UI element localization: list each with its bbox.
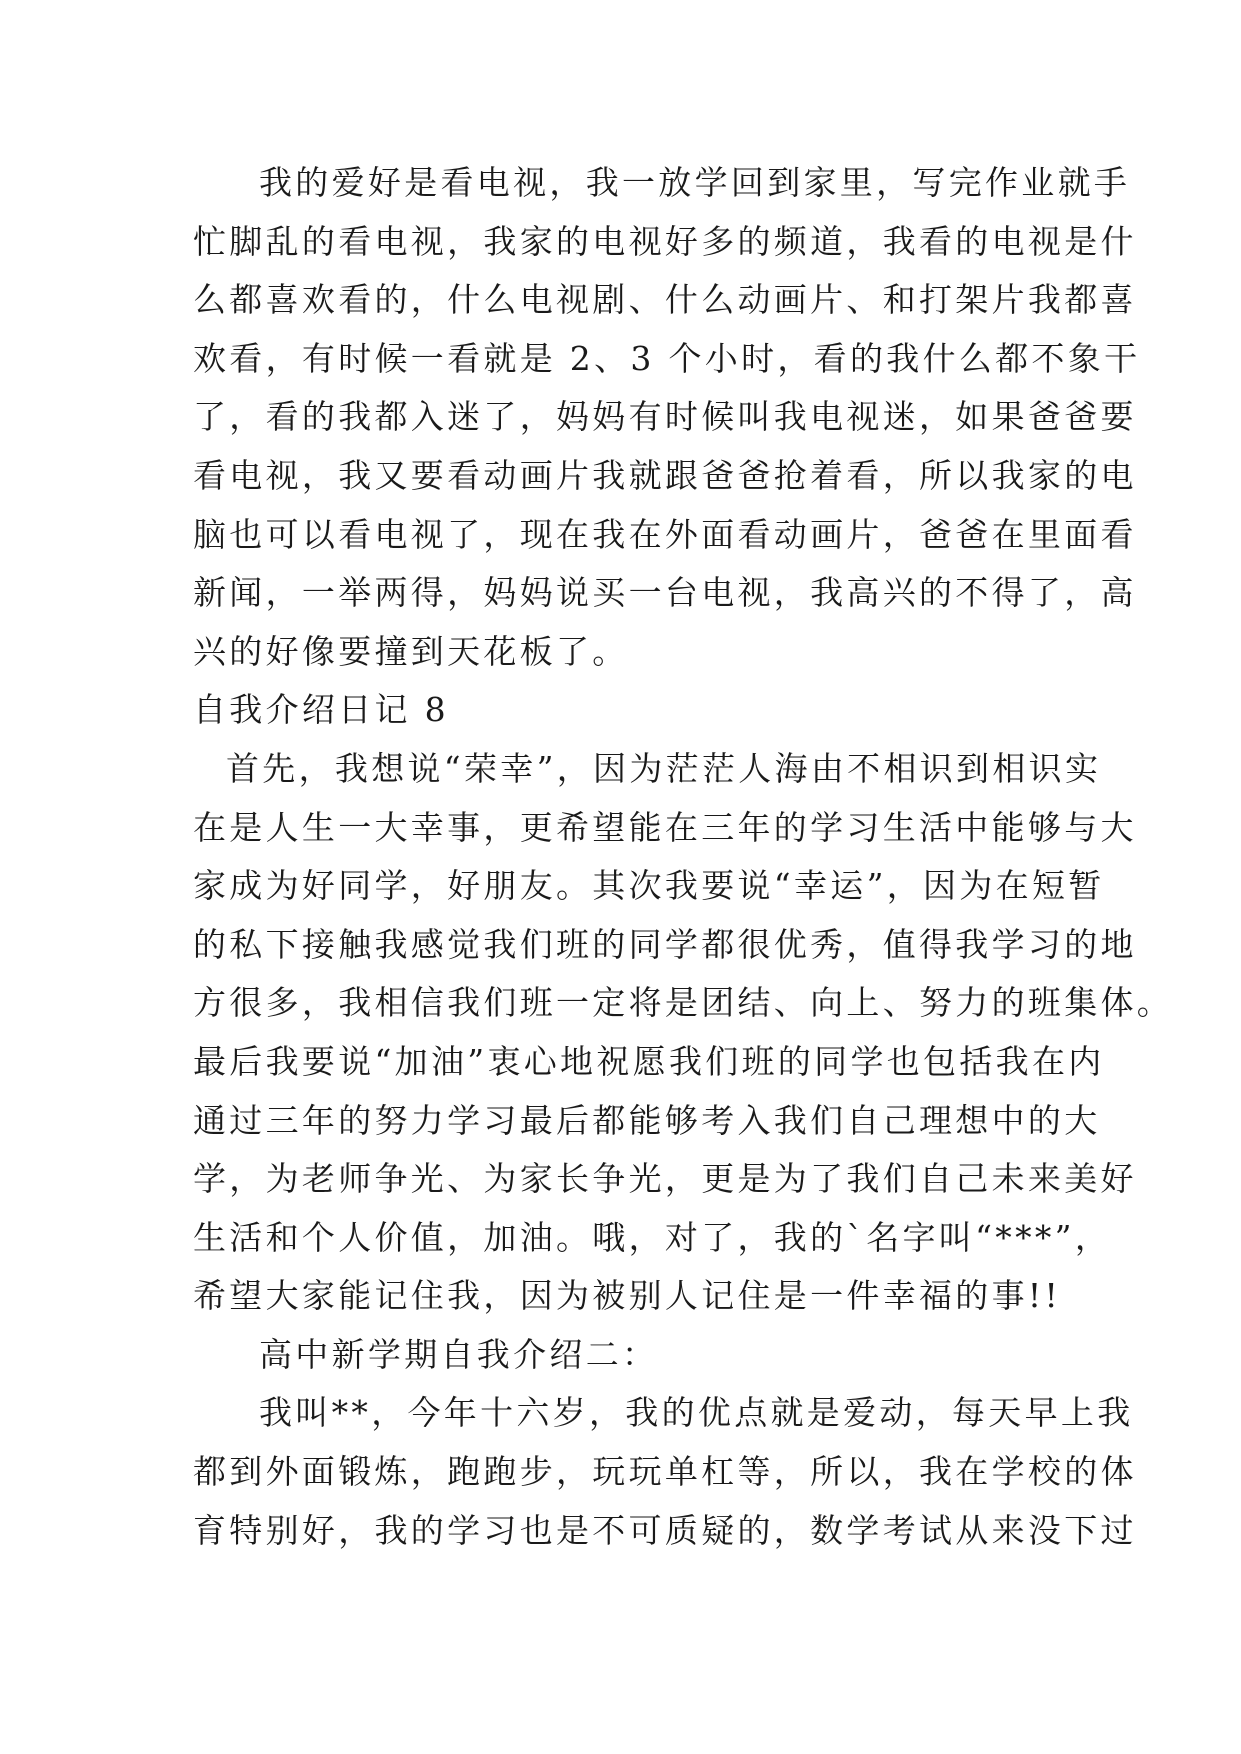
text-line: 生活和个人价值，加油。哦，对了，我的`名字叫“***”， [193,1217,1112,1257]
text-line: 看电视，我又要看动画片我就跟爸爸抢着看，所以我家的电 [193,455,1137,495]
text-line: 我叫**，今年十六岁，我的优点就是爱动，每天早上我 [259,1393,1134,1433]
text-line: 在是人生一大幸事，更希望能在三年的学习生活中能够与大 [193,807,1137,847]
text-line: 脑也可以看电视了，现在我在外面看动画片，爸爸在里面看 [193,514,1137,554]
text-line: 欢看，有时候一看就是 2、3 个小时，看的我什么都不象干 [193,338,1141,378]
text-line: 都到外面锻炼，跑跑步，玩玩单杠等，所以，我在学校的体 [193,1452,1137,1492]
text-line: 希望大家能记住我，因为被别人记住是一件幸福的事!! [193,1276,1062,1316]
text-line: 高中新学期自我介绍二： [259,1334,659,1374]
document-body [193,154,1174,1560]
text-line: 学，为老师争光、为家长争光，更是为了我们自己未来美好 [193,1159,1137,1199]
text-line: 的私下接触我感觉我们班的同学都很优秀，值得我学习的地 [193,924,1137,964]
text-line: 自我介绍日记 8 [193,690,449,730]
text-line: 我的爱好是看电视，我一放学回到家里，写完作业就手 [259,163,1131,202]
text-line: 兴的好像要撞到天花板了。 [193,631,629,671]
text-line: 通过三年的努力学习最后都能够考入我们自己理想中的大 [193,1100,1101,1140]
text-line: 么都喜欢看的，什么电视剧、什么动画片、和打架片我都喜 [193,280,1137,320]
text-line: 忙脚乱的看电视，我家的电视好多的频道，我看的电视是什 [193,221,1137,261]
text-line: 最后我要说“加油”衷心地祝愿我们班的同学也包括我在内 [193,1041,1105,1081]
text-line: 首先，我想说“荣幸”，因为茫茫人海由不相识到相识实 [226,748,1102,788]
text-line: 家成为好同学，好朋友。其次我要说“幸运”，因为在短暂 [193,866,1105,906]
text-line: 了，看的我都入迷了，妈妈有时候叫我电视迷，如果爸爸要 [193,397,1137,437]
text-line: 新闻，一举两得，妈妈说买一台电视，我高兴的不得了，高 [193,573,1137,613]
text-line: 方很多，我相信我们班一定将是团结、向上、努力的班集体。 [193,983,1174,1023]
text-line: 育特别好，我的学习也是不可质疑的，数学考试从来没下过 [193,1510,1137,1550]
